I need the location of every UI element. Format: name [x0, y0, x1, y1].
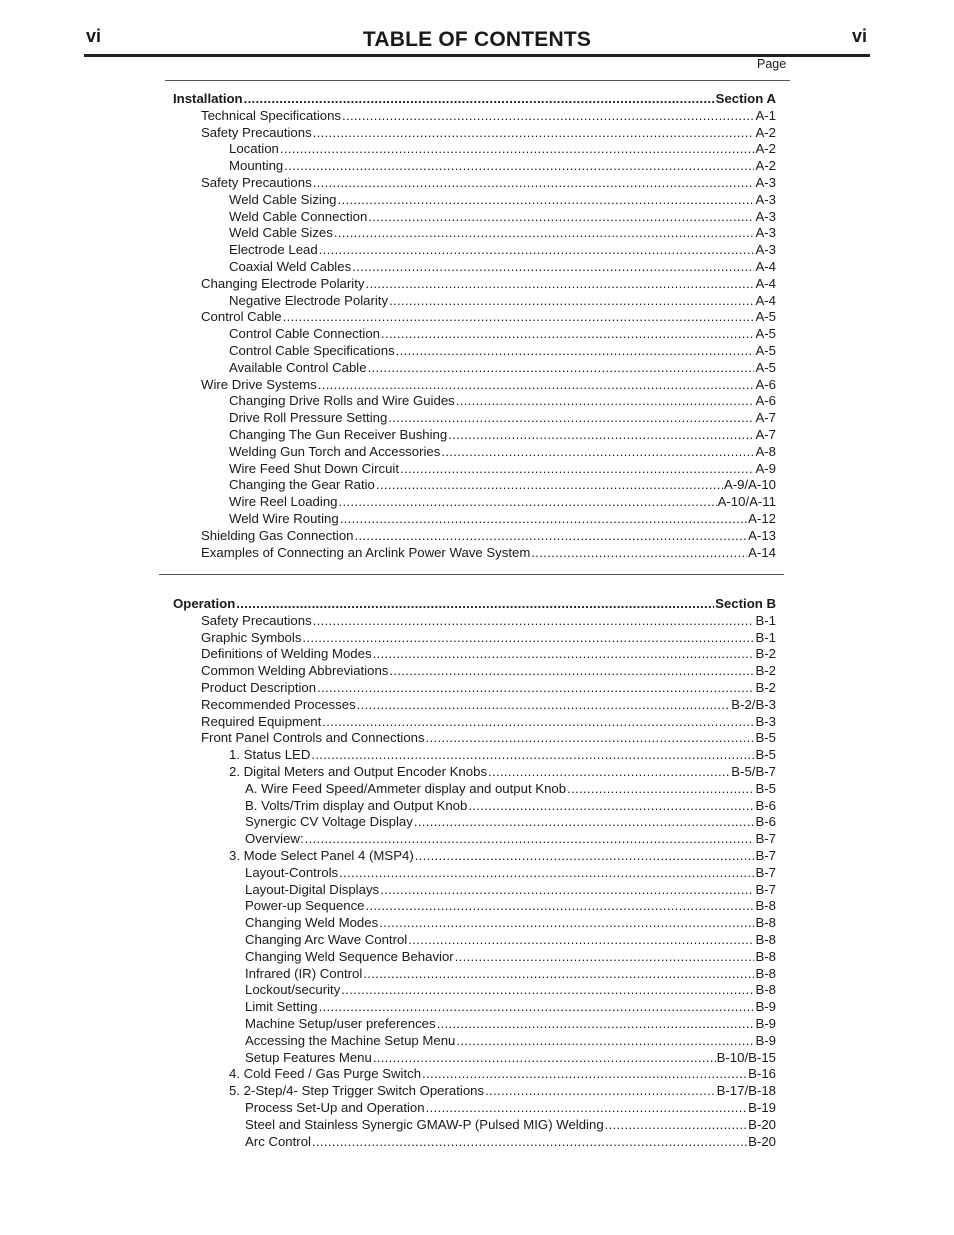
toc-entry-label: Lockout/security: [245, 982, 341, 998]
toc-entry-label: Graphic Symbols: [201, 629, 302, 645]
toc-leader-dots: [379, 914, 754, 931]
toc-entry-page: B-7: [755, 881, 776, 897]
toc-entry-label: Layout-Digital Displays: [245, 881, 380, 897]
toc-leader-dots: [605, 1116, 747, 1133]
toc-leader-dots: [448, 426, 754, 443]
toc-entry-label: Arc Control: [245, 1133, 311, 1149]
toc-entry-label: Technical Specifications: [201, 107, 342, 123]
toc-entry-page: A-8: [755, 443, 776, 459]
toc-entry-label: Definitions of Welding Modes: [201, 646, 372, 662]
toc-entry-page: A-9/A-10: [723, 477, 776, 493]
toc-entry-page: B-8: [755, 932, 776, 947]
toc-leader-dots: [455, 948, 755, 965]
toc-entry-label: Common Welding Abbreviations: [201, 663, 389, 679]
toc-entry: [201, 662, 776, 679]
toc-leader-dots: [244, 90, 715, 107]
toc-entry-page: A-3: [755, 225, 776, 241]
toc-leader-dots: [389, 662, 754, 679]
toc-leader-dots: [319, 241, 755, 258]
toc-entry: [245, 780, 776, 797]
toc-leader-dots: [283, 308, 755, 325]
toc-entry-label: Safety Precautions: [201, 612, 312, 628]
toc-leader-dots: [313, 174, 755, 191]
toc-entry-label: Drive Roll Pressure Setting: [229, 410, 388, 426]
toc-entry-label: Mounting: [229, 158, 284, 174]
toc-entry-label: 3. Mode Select Panel 4 (MSP4): [229, 848, 414, 863]
toc-entry: [245, 1099, 776, 1116]
toc-leader-dots: [352, 258, 754, 275]
toc-leader-dots: [313, 124, 755, 141]
toc-entry-label: Changing Weld Modes: [245, 915, 379, 931]
toc-entry-page: B-5: [755, 730, 776, 746]
toc-entry: [229, 157, 776, 174]
toc-entry: [229, 493, 776, 510]
toc-entry-label: Weld Wire Routing: [229, 511, 339, 526]
toc-entry: [201, 124, 776, 141]
toc-leader-dots: [355, 527, 748, 544]
toc-leader-dots: [488, 763, 730, 780]
toc-entry: [229, 847, 776, 864]
toc-entry-page: A-5: [755, 343, 776, 358]
toc-entry-label: Infrared (IR) Control: [245, 965, 363, 981]
toc-entry-page: A-9: [755, 460, 776, 476]
toc-entry-label: Changing Electrode Polarity: [201, 275, 365, 291]
toc-leader-dots: [373, 1049, 716, 1066]
toc-entry-page: B-7: [755, 848, 776, 863]
toc-entry-label: Process Set-Up and Operation: [245, 1100, 425, 1115]
toc-entry-label: Installation: [173, 91, 243, 106]
toc-leader-dots: [381, 325, 754, 342]
toc-leader-dots: [567, 780, 754, 797]
toc-leader-dots: [396, 342, 755, 359]
toc-entry: [229, 140, 776, 157]
toc-entry-page: B-8: [755, 915, 776, 931]
toc-entry-page: B-2: [755, 680, 776, 695]
page-number-right: vi: [852, 26, 868, 46]
toc-leader-dots: [437, 1015, 755, 1032]
toc-entry-label: Shielding Gas Connection: [201, 527, 354, 543]
toc-entry-label: Limit Setting: [245, 999, 318, 1015]
toc-entry-page: B-8: [755, 982, 776, 998]
toc-entry-label: 2. Digital Meters and Output Encoder Knobs: [229, 764, 488, 779]
toc-entry-label: Power-up Sequence: [245, 898, 365, 914]
toc-entry: [229, 460, 776, 477]
section-divider-middle: [159, 574, 784, 575]
toc-entry-page: B-2: [755, 663, 776, 679]
toc-entry: [229, 476, 776, 493]
toc-leader-dots: [317, 679, 754, 696]
toc-entry-page: A-13: [748, 527, 776, 543]
toc-entry-label: Changing The Gun Receiver Bushing: [229, 427, 448, 442]
toc-entry: [245, 948, 776, 965]
toc-entry: [229, 1082, 776, 1099]
toc-entry-page: B-8: [755, 948, 776, 964]
toc-leader-dots: [236, 595, 714, 612]
toc-entry: [229, 258, 776, 275]
toc-leader-dots: [408, 931, 754, 948]
toc-entry-page: B-6: [755, 797, 776, 813]
toc-entry-label: Weld Cable Sizing: [229, 191, 337, 207]
toc-leader-dots: [318, 376, 755, 393]
toc-entry-label: Negative Electrode Polarity: [229, 292, 389, 308]
toc-entry: [245, 981, 776, 998]
toc-leader-dots: [441, 443, 754, 460]
toc-entry-page: A-2: [755, 141, 776, 157]
section-divider-top: [165, 80, 790, 81]
toc-entry: [229, 443, 776, 460]
toc-entry-label: Changing Drive Rolls and Wire Guides: [229, 393, 455, 409]
toc-leader-dots: [311, 746, 754, 763]
toc-entry: [229, 342, 776, 359]
toc-entry-page: A-3: [755, 242, 776, 258]
toc-entry-label: 4. Cold Feed / Gas Purge Switch: [229, 1066, 422, 1082]
toc-entry: [245, 864, 776, 881]
toc-entry-label: Safety Precautions: [201, 175, 312, 190]
toc-entry-label: Changing Weld Sequence Behavior: [245, 948, 454, 964]
toc-entry-label: Changing the Gear Ratio: [229, 477, 375, 493]
toc-entry-page: Section B: [715, 596, 776, 611]
toc-leader-dots: [380, 881, 754, 898]
toc-leader-dots: [313, 612, 755, 629]
toc-entry-label: Safety Precautions: [201, 124, 312, 140]
toc-entry-page: B-7: [755, 831, 776, 847]
toc-leader-dots: [400, 460, 754, 477]
toc-leader-dots: [531, 544, 747, 561]
toc-entry: [201, 729, 776, 746]
toc-entry: [229, 746, 776, 763]
page-title: TABLE OF CONTENTS: [362, 28, 592, 51]
toc-entry-page: A-5: [755, 359, 776, 375]
toc-entry: [201, 174, 776, 191]
toc-entry-page: A-3: [755, 175, 776, 190]
toc-entry-page: A-7: [755, 410, 776, 426]
toc-entry: [245, 813, 776, 830]
toc-leader-dots: [339, 493, 717, 510]
toc-entry-page: B-9: [755, 1016, 776, 1031]
toc-entry: [229, 241, 776, 258]
toc-entry-page: B-10/B-15: [716, 1049, 776, 1065]
toc-entry-label: Layout-Controls: [245, 864, 339, 880]
toc-entry-label: Machine Setup/user preferences: [245, 1016, 436, 1031]
toc-entry-page: B-1: [755, 629, 776, 645]
toc-entry-page: A-4: [755, 259, 776, 274]
toc-entry-page: A-6: [755, 393, 776, 409]
toc-entry: [229, 426, 776, 443]
toc-leader-dots: [389, 292, 754, 309]
toc-entry: [245, 830, 776, 847]
toc-entry-label: 1. Status LED: [229, 747, 311, 763]
toc-leader-dots: [340, 510, 747, 527]
toc-entry-page: A-10/A-11: [717, 494, 776, 510]
toc-entry-page: A-4: [755, 292, 776, 308]
header-rule: [84, 54, 870, 57]
toc-entry: [229, 191, 776, 208]
toc-entry-page: Section A: [715, 91, 776, 106]
toc-entry-label: A. Wire Feed Speed/Ammeter display and output Knob: [245, 780, 567, 796]
toc-entry: [229, 392, 776, 409]
toc-entry-label: Control Cable Connection: [229, 326, 381, 342]
toc-entry-page: A-3: [755, 208, 776, 224]
toc-entry-label: Steel and Stainless Synergic GMAW-P (Pulsed MIG) Welding: [245, 1116, 604, 1132]
toc-entry-page: A-2: [755, 124, 776, 140]
toc-entry-label: Recommended Processes: [201, 696, 356, 712]
toc-leader-dots: [456, 392, 755, 409]
toc-entry-label: 5. 2-Step/4- Step Trigger Switch Operations: [229, 1083, 485, 1099]
toc-entry-label: Operation: [173, 596, 236, 611]
toc-entry: [201, 107, 776, 124]
toc-entry: [245, 965, 776, 982]
toc-entry-label: Required Equipment: [201, 713, 322, 729]
toc-entry-page: A-4: [755, 275, 776, 291]
toc-entry: [229, 208, 776, 225]
toc-entry: [245, 797, 776, 814]
toc-entry: [201, 679, 776, 696]
toc-entry-label: Front Panel Controls and Connections: [201, 730, 425, 746]
toc-entry-page: B-7: [755, 864, 776, 880]
toc-entry-page: B-5/B-7: [731, 764, 776, 779]
toc-entry: [201, 713, 776, 730]
toc-entry-label: Available Control Cable: [229, 359, 367, 375]
toc-leader-dots: [426, 729, 755, 746]
toc-entry: [245, 1015, 776, 1032]
toc-entry: [245, 914, 776, 931]
toc-entry: [245, 1032, 776, 1049]
toc-entry-label: Control Cable: [201, 309, 282, 325]
toc-leader-dots: [339, 864, 754, 881]
toc-entry-label: B. Volts/Trim display and Output Knob: [245, 797, 468, 813]
toc-leader-dots: [319, 998, 755, 1015]
toc-section-heading: [173, 90, 776, 107]
toc-entry-label: Wire Reel Loading: [229, 494, 338, 510]
toc-entry: [229, 325, 776, 342]
toc-entry-page: B-2/B-3: [731, 696, 776, 712]
toc-leader-dots: [368, 359, 755, 376]
toc-leader-dots: [305, 830, 755, 847]
toc-entry: [201, 629, 776, 646]
toc-entry-page: A-14: [748, 544, 776, 560]
toc-leader-dots: [456, 1032, 754, 1049]
toc-entry: [245, 881, 776, 898]
toc-leader-dots: [422, 1065, 747, 1082]
toc-entry-page: B-1: [755, 612, 776, 628]
toc-leader-dots: [376, 476, 723, 493]
toc-entry: [245, 1116, 776, 1133]
toc-entry-page: B-20: [748, 1116, 776, 1132]
toc-entry-page: A-2: [755, 158, 776, 174]
toc-entry-label: Accessing the Machine Setup Menu: [245, 1032, 456, 1048]
page-number-left: vi: [86, 26, 102, 46]
toc-entry: [201, 544, 776, 561]
toc-entry-page: B-2: [755, 646, 776, 662]
toc-entry-page: B-5: [755, 747, 776, 763]
toc-entry: [229, 292, 776, 309]
toc-leader-dots: [302, 629, 754, 646]
toc-entry-label: Location: [229, 141, 279, 157]
toc-entry-page: A-6: [755, 376, 776, 392]
toc-entry-page: B-9: [755, 999, 776, 1015]
toc-leader-dots: [363, 965, 754, 982]
toc-entry-page: B-8: [755, 898, 776, 914]
toc-entry-page: B-9: [755, 1032, 776, 1048]
toc-leader-dots: [373, 645, 755, 662]
toc-entry-label: Coaxial Weld Cables: [229, 259, 352, 274]
toc-leader-dots: [334, 224, 755, 241]
toc-entry-label: Wire Drive Systems: [201, 376, 317, 392]
toc-entry: [229, 1065, 776, 1082]
toc-leader-dots: [415, 847, 755, 864]
toc-entry-page: A-7: [755, 427, 776, 442]
toc-entry: [201, 308, 776, 325]
toc-entry-page: B-8: [755, 965, 776, 981]
toc-leader-dots: [426, 1099, 748, 1116]
toc-entry: [229, 224, 776, 241]
toc-section-heading: [173, 595, 776, 612]
toc-entry-page: B-3: [755, 713, 776, 729]
page-column-label: Page: [757, 57, 787, 71]
toc-leader-dots: [468, 797, 754, 814]
toc-entry: [245, 931, 776, 948]
toc-entry: [229, 409, 776, 426]
toc-entry-label: Control Cable Specifications: [229, 343, 395, 358]
toc-entry-label: Product Description: [201, 680, 317, 695]
toc-entry-label: Welding Gun Torch and Accessories: [229, 443, 441, 459]
toc-entry-page: B-19: [748, 1100, 776, 1115]
toc-entry-label: Examples of Connecting an Arclink Power Wave System: [201, 544, 531, 560]
toc-entry: [201, 696, 776, 713]
toc-entry-page: A-1: [755, 107, 776, 123]
toc-entry: [229, 359, 776, 376]
toc-entry-label: Overview:: [245, 831, 304, 847]
toc-leader-dots: [341, 981, 754, 998]
toc-entry-page: B-6: [755, 814, 776, 830]
toc-entry-label: Electrode Lead: [229, 242, 318, 258]
toc-entry: [201, 376, 776, 393]
toc-leader-dots: [284, 157, 754, 174]
toc-entry: [201, 612, 776, 629]
toc-leader-dots: [368, 208, 754, 225]
toc-leader-dots: [342, 107, 754, 124]
toc-entry: [245, 897, 776, 914]
toc-entry: [201, 645, 776, 662]
toc-entry: [245, 1049, 776, 1066]
toc-leader-dots: [338, 191, 755, 208]
toc-entry-page: B-17/B-18: [716, 1083, 776, 1099]
toc-leader-dots: [322, 713, 754, 730]
toc-entry-page: B-5: [755, 780, 776, 796]
toc-entry-page: B-20: [748, 1133, 776, 1149]
toc-entry: [201, 527, 776, 544]
toc-leader-dots: [366, 897, 755, 914]
toc-leader-dots: [312, 1133, 747, 1150]
toc-entry: [229, 510, 776, 527]
toc-entry: [229, 763, 776, 780]
toc-entry-label: Synergic CV Voltage Display: [245, 814, 413, 830]
toc-entry-label: Weld Cable Sizes: [229, 225, 333, 241]
toc-leader-dots: [357, 696, 731, 713]
toc-entry-page: B-16: [748, 1066, 776, 1082]
toc-entry-page: A-3: [755, 191, 776, 207]
toc-leader-dots: [388, 409, 754, 426]
toc-entry-page: A-5: [755, 309, 776, 325]
toc-entry-label: Weld Cable Connection: [229, 208, 368, 224]
toc-entry-label: Setup Features Menu: [245, 1049, 372, 1065]
toc-leader-dots: [485, 1082, 716, 1099]
toc-leader-dots: [414, 813, 755, 830]
toc-leader-dots: [280, 140, 755, 157]
toc-entry: [201, 275, 776, 292]
toc-entry-label: Changing Arc Wave Control: [245, 932, 408, 947]
toc-entry-page: A-5: [755, 326, 776, 342]
toc-entry: [245, 998, 776, 1015]
toc-entry: [245, 1133, 776, 1150]
toc-entry-page: A-12: [748, 511, 776, 526]
toc-entry-label: Wire Feed Shut Down Circuit: [229, 460, 400, 476]
toc-leader-dots: [365, 275, 754, 292]
